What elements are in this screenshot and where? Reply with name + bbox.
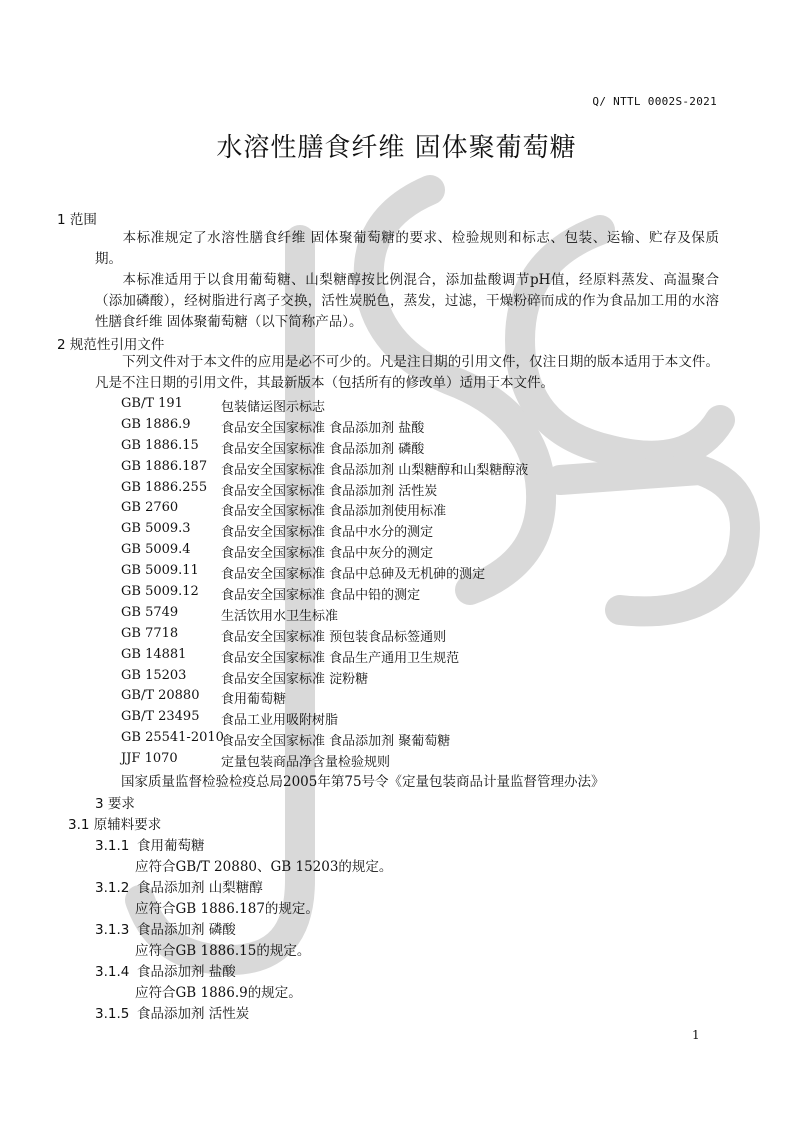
reference-code: GB 5009.3: [121, 521, 191, 537]
reference-row: [121, 626, 721, 647]
reference-row: [121, 396, 721, 417]
document-title: 水溶性膳食纤维 固体聚葡萄糖: [216, 133, 577, 163]
reference-code: GB/T 20880: [121, 688, 200, 704]
reference-title: 食品安全国家标准 食品中铅的测定: [221, 588, 421, 604]
section-1-paragraph-2-text: 本标准适用于以食用葡萄糖、山梨糖醇按比例混合，添加盐酸调节pH值，经原料蒸发、高温聚合（添加磷酸），经树脂进行离子交换，活性炭脱色，蒸发，过滤，干燥粉碎而成的作为食品加工用的水溶性膳食纤维 固体聚葡萄糖（以下简称产品）。: [95, 272, 719, 330]
reference-code: GB 5009.11: [121, 563, 199, 579]
reference-code: GB 1886.9: [121, 416, 191, 432]
reference-row: [121, 688, 721, 709]
reference-code: GB 25541-2010: [121, 730, 224, 746]
reference-title: 食用葡萄糖: [221, 692, 287, 708]
subsection-3-1-2: [95, 876, 263, 896]
subsection-3-1-3: [95, 918, 236, 938]
reference-title: 食品安全国家标准 食品添加剂使用标准: [221, 504, 447, 520]
subsection-number: 3.1.3: [95, 922, 130, 938]
subsection-number: 3.1.1: [95, 838, 130, 854]
reference-title: 食品工业用吸附树脂: [221, 713, 339, 729]
reference-code: GB 15203: [121, 667, 187, 683]
reference-title: 定量包装商品净含量检验规则: [221, 755, 391, 771]
reference-row: [121, 605, 721, 626]
reference-row: [121, 459, 721, 480]
page-number: 1: [692, 1028, 700, 1042]
subsection-title: 食品添加剂 活性炭: [137, 1006, 250, 1022]
document-code: Q/ NTTL 0002S-2021: [592, 95, 717, 108]
reference-code: GB 1886.255: [121, 479, 208, 495]
subsection-number: 3.1.4: [95, 964, 130, 980]
reference-code: GB 1886.15: [121, 437, 199, 453]
reference-code: GB 5009.4: [121, 542, 191, 558]
reference-row: [121, 417, 721, 438]
reference-title: 食品安全国家标准 食品添加剂 磷酸: [221, 441, 425, 457]
reference-title: 食品安全国家标准 食品添加剂 活性炭: [221, 483, 438, 499]
subsection-number: 3.1.5: [95, 1006, 130, 1022]
subsection-3-1-1-text: 应符合GB/T 20880、GB 15203的规定。: [135, 859, 393, 875]
reference-row: [121, 668, 721, 689]
reference-title: 包装储运图示标志: [221, 400, 326, 415]
reference-title: 食品安全国家标准 预包装食品标签通则: [221, 629, 447, 645]
reference-code: GB 5749: [121, 604, 179, 620]
reference-title: 食品安全国家标准 食品添加剂 盐酸: [221, 420, 425, 436]
reference-code: GB 14881: [121, 646, 187, 662]
section-3-heading: 3 要求: [95, 796, 135, 812]
reference-row: [121, 730, 721, 751]
section-1-heading: 1 范围: [57, 212, 97, 228]
reference-code: GB 5009.12: [121, 584, 199, 600]
subsection-title: 食品添加剂 盐酸: [137, 964, 236, 980]
section-1-paragraph-1: [95, 228, 719, 270]
subsection-3-1-4: [95, 960, 236, 980]
subsection-number: 3.1.2: [95, 880, 130, 896]
section-3-1-heading: 3.1 原辅料要求: [68, 817, 162, 833]
reference-title: 食品安全国家标准 食品中灰分的测定: [221, 546, 434, 562]
reference-title: 食品安全国家标准 食品中总砷及无机砷的测定: [221, 567, 486, 583]
reference-decree: 国家质量监督检验检疫总局2005年第75号令《定量包装商品计量监督管理办法》: [121, 774, 605, 790]
reference-title: 食品安全国家标准 淀粉糖: [221, 671, 369, 687]
reference-code: GB/T 23495: [121, 709, 200, 725]
reference-row: [121, 500, 721, 521]
reference-row: [121, 542, 721, 563]
subsection-3-1-3-text: 应符合GB 1886.15的规定。: [135, 943, 311, 959]
reference-title: 生活饮用水卫生标准: [221, 608, 339, 624]
section-2-paragraph: [95, 352, 719, 394]
subsection-title: 食用葡萄糖: [137, 838, 205, 854]
subsection-3-1-5: [95, 1002, 249, 1022]
section-2-paragraph-text: 下列文件对于本文件的应用是必不可少的。凡是注日期的引用文件，仅注日期的版本适用于本文件。凡是不注日期的引用文件，其最新版本（包括所有的修改单）适用于本文件。: [95, 354, 719, 391]
section-2-heading: 2 规范性引用文件: [57, 337, 165, 353]
reference-title: 食品安全国家标准 食品添加剂 聚葡萄糖: [221, 734, 451, 750]
reference-row: [121, 521, 721, 542]
subsection-3-1-2-text: 应符合GB 1886.187的规定。: [135, 901, 319, 917]
subsection-3-1-1: [95, 834, 205, 854]
section-1-paragraph-2: [95, 270, 719, 333]
reference-list: [121, 396, 721, 772]
reference-row: [121, 647, 721, 668]
subsection-title: 食品添加剂 磷酸: [137, 922, 236, 938]
reference-code: GB 7718: [121, 625, 179, 641]
reference-title: 食品安全国家标准 食品添加剂 山梨糖醇和山梨糖醇液: [221, 462, 529, 478]
reference-code: GB 2760: [121, 500, 179, 516]
subsection-3-1-4-text: 应符合GB 1886.9的规定。: [135, 985, 302, 1001]
reference-code: GB/T 191: [121, 396, 183, 411]
reference-row: [121, 584, 721, 605]
reference-row: [121, 480, 721, 501]
subsection-title: 食品添加剂 山梨糖醇: [137, 880, 263, 896]
reference-title: 食品安全国家标准 食品中水分的测定: [221, 525, 434, 541]
reference-row: [121, 709, 721, 730]
reference-row: [121, 563, 721, 584]
section-1-paragraph-1-text: 本标准规定了水溶性膳食纤维 固体聚葡萄糖的要求、检验规则和标志、包装、运输、贮存及保质期。: [95, 230, 719, 267]
reference-code: JJF 1070: [121, 751, 178, 767]
reference-row: [121, 751, 721, 772]
reference-row: [121, 438, 721, 459]
reference-code: GB 1886.187: [121, 458, 208, 474]
reference-title: 食品安全国家标准 食品生产通用卫生规范: [221, 650, 460, 666]
